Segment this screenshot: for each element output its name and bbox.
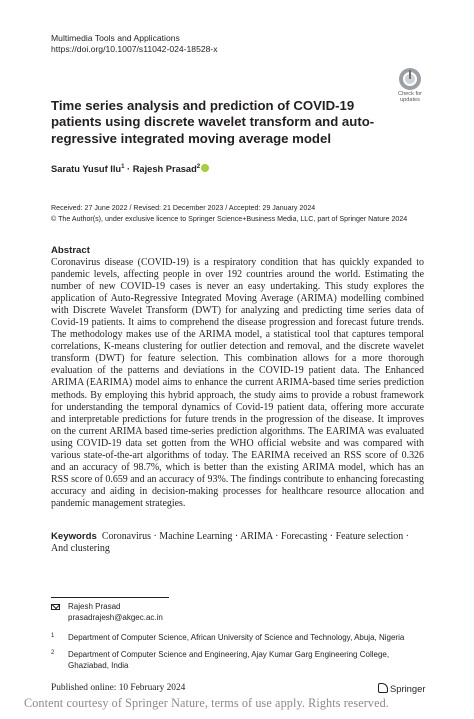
correspondence [51, 602, 163, 624]
history-dates: Received: 27 June 2022 / Revised: 21 December 2023 / Accepted: 29 January 2024 [51, 204, 316, 212]
affiliation-number: 2 [51, 650, 55, 656]
paper-title: Time series analysis and prediction of COVID-19 patients using discrete wavelet transform and auto-regressive integrated moving average model [51, 98, 375, 146]
author-separator: · [124, 164, 133, 175]
springer-horse-icon [378, 683, 388, 693]
corresponding-email[interactable]: prasadrajesh@akgec.ac.in [68, 612, 163, 622]
publisher-logo [378, 683, 425, 694]
author-2[interactable]: Rajesh Prasad [132, 164, 197, 175]
author-1[interactable]: Saratu Yusuf Ilu [51, 164, 122, 175]
affiliation-text: Department of Computer Science, African University of Science and Technology, Abuja, Nigeria [68, 633, 405, 642]
affiliation-text: Department of Computer Science and Engineering, Ajay Kumar Garg Engineering College, Ghaziabad, India [68, 650, 390, 670]
keywords-list: Coronavirus · Machine Learning · ARIMA · Forecasting · Feature selection · And clustering [51, 531, 409, 555]
published-online: Published online: 10 February 2024 [51, 683, 186, 693]
doi-link[interactable]: https://doi.org/10.1007/s11042-024-18528-x [51, 44, 218, 54]
publisher-name: Springer [390, 683, 426, 694]
abstract-heading: Abstract [51, 245, 90, 256]
article-history [51, 203, 431, 225]
keywords-label: Keywords [51, 531, 97, 542]
author-2-affil: 2 [196, 164, 201, 170]
copyright-line: © The Author(s), under exclusive licence to Springer Science+Business Media, LLC, part of Springer Nature 2024 [51, 215, 408, 223]
badge-line2: updates [400, 97, 420, 104]
check-for-updates-badge[interactable] [393, 68, 427, 104]
abstract-text: Coronavirus disease (COVID-19) is a respiratory condition that has quickly expanded to pandemic levels, affecting people in over 192 countries around the world. Estimating the number of new COVID-19 cases is never an easy undertaking. This study explores the application of Auto-Regressive Integrated Moving Average (ARIMA) modelling combined with Discrete Wavelet Transform (DWT) for analyzing and predicting time series data of Covid-19 patients. It aims to comprehend the disease progression and forecast future trends. The methodology makes use of the ARIMA model, a statistical tool that captures temporal correlations, K-means clustering for outlier detection and removal, and the discrete wavelet transform (DWT) for feature selection. This combination allows for a more thorough evaluation of the patterns and deviations in the COVID-19 patient data. The Enhanced ARIMA (EARIMA) model aims to enhance the current ARIMA-based time series prediction methods. By employing this hybrid approach, the study aims to provide a robust framework for understanding the temporal dynamics of Covid-19 patient data, offering more accurate and interpretable predictions for future trends in the progression of the disease. It improves on the current ARIMA based time-series prediction algorithms. The EARIMA was evaluated using COVID-19 data set gotten from the WHO official website and was compared with various state-of-the-art algorithms of today. The EARIMA received an RSS score of 0.326 and an accuracy of 98.7%, which is better than the existing ARIMA model, which has an RSS score of 0.659 and an accuracy of 93%. The findings contribute to enhancing forecasting accuracy and aiding in decision-making processes for healthcare resource allocation and pandemic management strategies. [51, 257, 424, 509]
badge-line1: Check for [398, 91, 422, 97]
keywords [51, 531, 424, 555]
affiliation-number: 1 [51, 633, 55, 639]
journal-name: Multimedia Tools and Applications [51, 33, 180, 43]
footnote-rule [51, 597, 169, 598]
author-list [51, 164, 209, 174]
journal-header [51, 33, 218, 55]
envelope-icon [51, 604, 60, 610]
courtesy-watermark: Content courtesy of Springer Nature, terms of use apply. Rights reserved. [24, 696, 389, 710]
author-1-affil: 1 [121, 164, 125, 170]
corresponding-author: Rajesh Prasad [68, 602, 121, 611]
check-for-updates-icon [399, 68, 421, 90]
affiliation-1 [51, 633, 421, 644]
affiliation-2 [51, 650, 421, 671]
orcid-icon[interactable] [201, 164, 209, 172]
